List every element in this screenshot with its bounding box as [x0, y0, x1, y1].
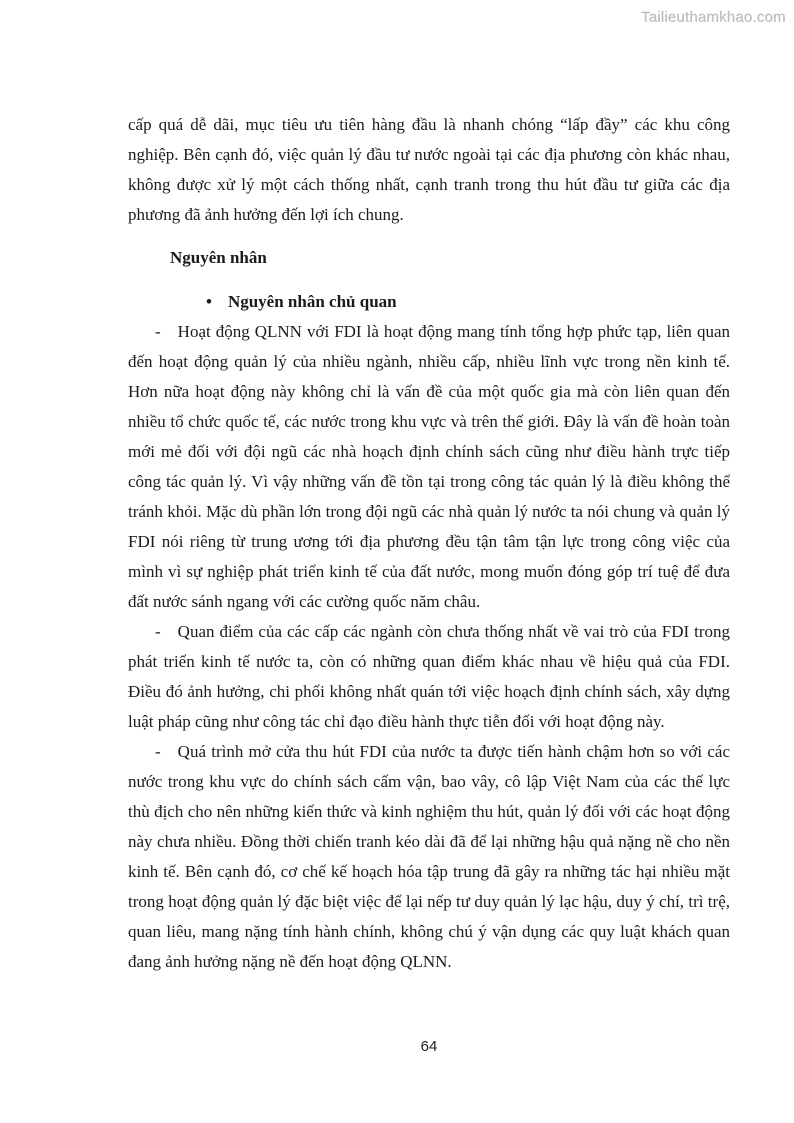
dash-item-2 [128, 617, 730, 737]
dash-marker: - [155, 742, 161, 761]
bullet-item [206, 287, 730, 317]
bullet-item-label: Nguyên nhân chủ quan [227, 292, 397, 311]
paragraph-text: Hoạt động QLNN với FDI là hoạt động mang tính tổng hợp phức tạp, liên quan đến hoạt động quản lý của nhiều ngành, nhiều cấp, nhiều lĩnh vực trong nền kinh tế. Hơn nữa hoạt động này không chỉ là vấn đề của một quốc gia mà còn liên quan đến nhiều tổ chức quốc tế, các nước trong khu vực và trên thế giới. Đây là vấn đề hoàn toàn mới mẻ đối với đội ngũ các nhà hoạch định chính sách cũng như điều hành trực tiếp công tác quản lý. Vì vậy những vấn đề tồn tại trong công tác quản lý là điều không thể tránh khỏi. Mặc dù phần lớn trong đội ngũ các nhà quản lý nước ta nói chung và quản lý FDI nói riêng từ trung ương tới địa phương đều tận tâm tận lực trong công việc của mình vì sự nghiệp phát triển kinh tế của đất nước, mong muốn đóng góp trí tuệ để đưa đất nước sánh ngang với các cường quốc năm châu. [128, 322, 730, 611]
dash-item-1 [128, 317, 730, 617]
dash-marker: - [155, 322, 161, 341]
section-heading: Nguyên nhân [170, 248, 267, 267]
page-number: 64 [420, 1038, 438, 1055]
bullet-icon: • [206, 292, 212, 311]
dash-marker: - [155, 622, 161, 641]
paragraph-text: Quá trình mở cửa thu hút FDI của nước ta được tiến hành chậm hơn so với các nước trong khu vực do chính sách cấm vận, bao vây, cô lập Việt Nam của các thế lực thù địch cho nên những kiến thức và kinh nghiệm thu hút, quản lý đối với các hoạt động này chưa nhiều. Đồng thời chiến tranh kéo dài đã để lại những hậu quả nặng nề cho nền kinh tế. Bên cạnh đó, cơ chế kế hoạch hóa tập trung đã gây ra những tác hại nhiều mặt trong hoạt động quản lý đặc biệt việc để lại nếp tư duy quản lý lạc hậu, duy ý chí, trì trệ, quan liêu, mang nặng tính hành chính, không chú ý vận dụng các quy luật khách quan đang ảnh hưởng nặng nề đến hoạt động QLNN. [128, 742, 730, 971]
page-content [128, 110, 730, 977]
dash-item-3 [128, 737, 730, 977]
intro-paragraph: cấp quá dễ dãi, mục tiêu ưu tiên hàng đầu là nhanh chóng “lấp đầy” các khu công nghiệp. Bên cạnh đó, việc quản lý đầu tư nước ngoài tại các địa phương còn khác nhau, không được xử lý một cách thống nhất, cạnh tranh trong thu hút đầu tư giữa các địa phương đã ảnh hưởng đến lợi ích chung. [128, 115, 730, 224]
watermark: Tailieuthamkhao.com [641, 9, 786, 26]
paragraph-text: Quan điểm của các cấp các ngành còn chưa thống nhất về vai trò của FDI trong phát triển kinh tế nước ta, còn có những quan điểm khác nhau về hiệu quả của FDI. Điều đó ảnh hưởng, chi phối không nhất quán tới việc hoạch định chính sách, xây dựng luật pháp cũng như công tác chỉ đạo điều hành thực tiễn đối với hoạt động này. [128, 622, 730, 731]
